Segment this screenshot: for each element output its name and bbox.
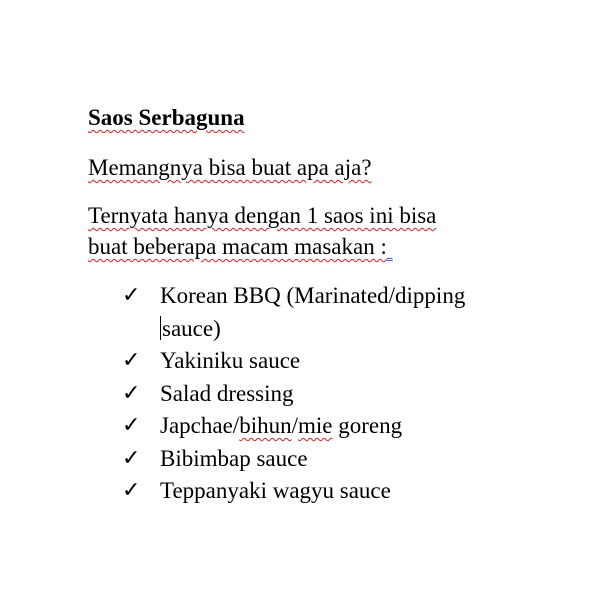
list-item-text: Salad dressing <box>160 380 294 406</box>
list-item-text-line2: sauce) <box>162 315 221 341</box>
intro-line-2 <box>88 231 393 262</box>
document-title: Saos Serbaguna <box>88 105 245 130</box>
list-item-text-misspelled: mie <box>297 413 333 438</box>
intro-line-2-text: buat beberapa macam masakan : <box>88 234 387 259</box>
grammar-mark <box>387 234 393 259</box>
list-item <box>122 345 520 378</box>
list-item <box>122 475 520 508</box>
list-item-text <box>160 280 520 345</box>
checkmark-icon: ✓ <box>122 413 141 438</box>
list-item-text: Bibimbap sauce <box>160 445 308 471</box>
list-item <box>122 410 520 443</box>
list-item-text: Yakiniku sauce <box>160 348 301 373</box>
checkmark-icon: ✓ <box>122 478 141 503</box>
checkmark-icon: ✓ <box>122 445 141 471</box>
checkmark-icon: ✓ <box>122 380 141 406</box>
list-item-text: Teppanyaki wagyu sauce <box>160 478 391 503</box>
list-item-text <box>160 410 520 443</box>
list-item <box>122 443 520 476</box>
list-item-text-part: goreng <box>332 413 403 438</box>
intro-line-1: Ternyata hanya dengan 1 saos ini bisa <box>88 203 437 228</box>
text-cursor <box>160 316 161 340</box>
list-item <box>122 378 520 411</box>
checkmark-icon: ✓ <box>122 348 141 373</box>
list-item-text-part: / <box>291 413 298 438</box>
checkmark-icon: ✓ <box>122 283 141 308</box>
list-item-text-misspelled: bihun <box>239 413 292 438</box>
list-item <box>122 280 520 345</box>
list-item-text-line1: Korean BBQ (Marinated/dipping <box>160 283 466 308</box>
usage-checklist <box>122 280 520 508</box>
question-line: Memangnya bisa buat apa aja? <box>88 155 372 180</box>
list-item-text-part: Japchae/ <box>160 413 240 438</box>
